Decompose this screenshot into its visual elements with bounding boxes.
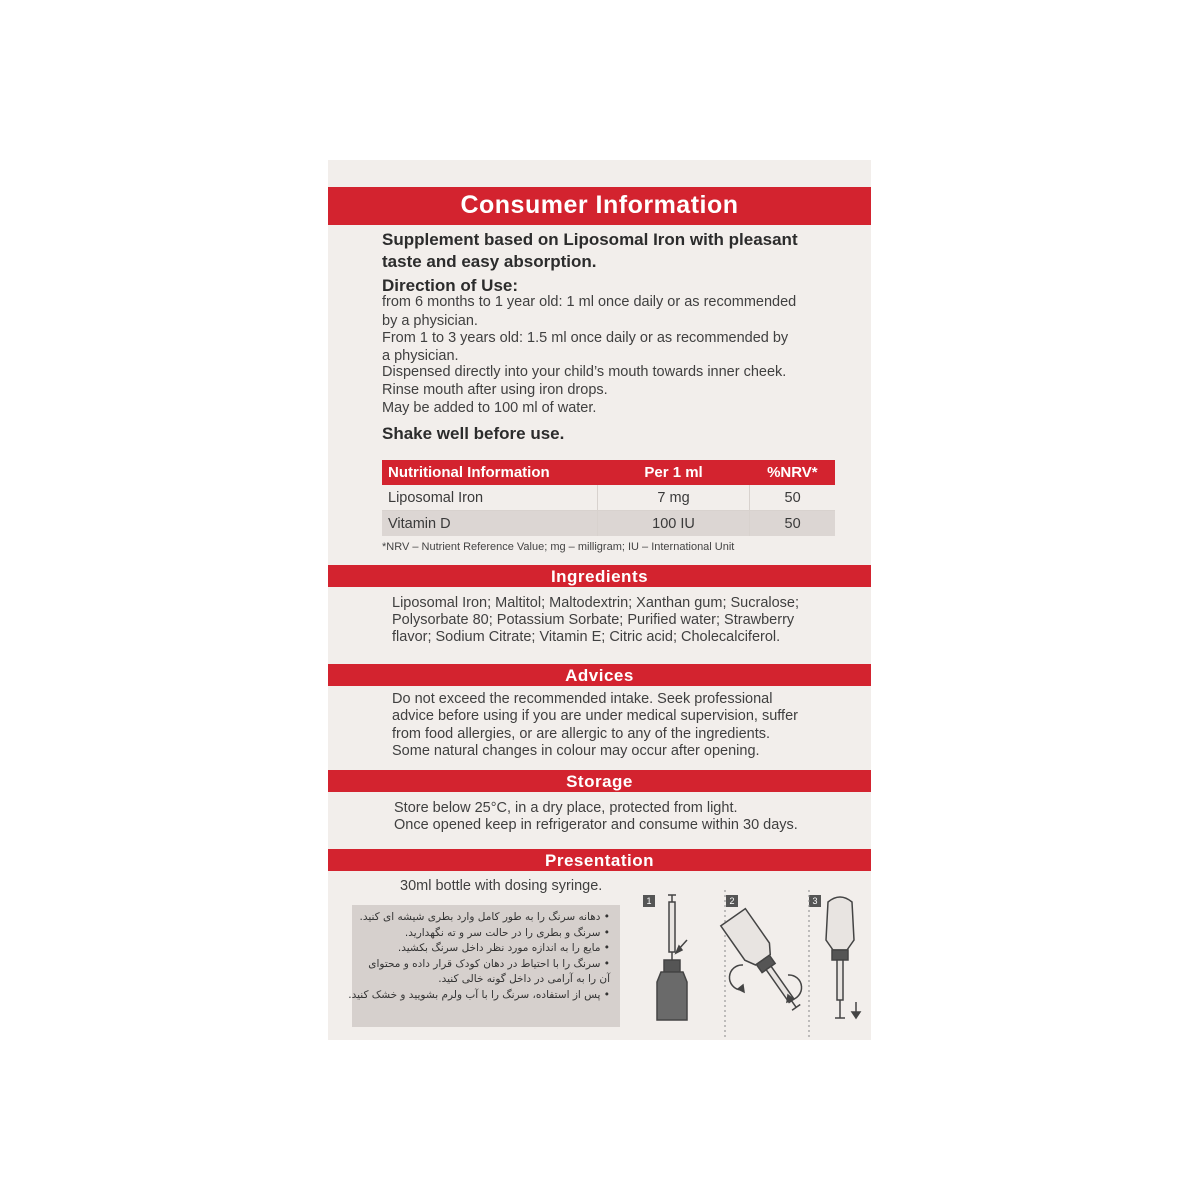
page-title: Consumer Information — [460, 191, 739, 219]
step-3-draw-icon — [826, 897, 860, 1018]
presentation-text: 30ml bottle with dosing syringe. — [400, 878, 603, 894]
persian-line: آن را به آرامی در داخل گونه خالی کنید. — [438, 973, 610, 985]
advices-line: Some natural changes in colour may occur after opening. — [392, 743, 760, 759]
direction-line: from 6 months to 1 year old: 1 ml once daily or as recommended — [382, 294, 797, 310]
nutrition-col-header: %NRV* — [750, 460, 835, 485]
storage-band — [328, 770, 871, 792]
ingredients-title: Ingredients — [550, 567, 649, 586]
direction-line: From 1 to 3 years old: 1.5 ml once daily or as recommended by — [382, 330, 789, 346]
persian-line: • پس از استفاده، سرنگ را با آب ولرم بشویید و خشک کنید. — [348, 988, 610, 1001]
direction-line: a physician. — [382, 348, 459, 364]
storage-line: Once opened keep in refrigerator and consume within 30 days. — [394, 817, 798, 833]
dosing-steps-illustration — [628, 890, 871, 1040]
ingredients-band — [328, 565, 871, 587]
shake-instruction: Shake well before use. — [382, 424, 565, 443]
advices-title: Advices — [565, 666, 634, 685]
nutrition-col-header: Nutritional Information — [382, 460, 597, 485]
nutrient-per-ml: 100 IU — [597, 511, 749, 537]
step-2-invert-icon — [721, 909, 809, 1016]
presentation-title: Presentation — [545, 851, 654, 870]
direction-line: May be added to 100 ml of water. — [382, 400, 597, 416]
nrv-footnote: *NRV – Nutrient Reference Value; mg – milligram; IU – International Unit — [382, 541, 735, 553]
ingredients-line: flavor; Sodium Citrate; Vitamin E; Citric acid; Cholecalciferol. — [392, 629, 781, 645]
table-row — [382, 511, 835, 537]
persian-line: • مایع را به اندازه مورد نظر داخل سرنگ بکشید. — [397, 942, 610, 954]
direction-line: Dispensed directly into your child’s mouth towards inner cheek. — [382, 364, 787, 380]
advices-band — [328, 664, 871, 686]
step-number: 3 — [809, 895, 821, 907]
intro-line-1: Supplement based on Liposomal Iron with pleasant — [382, 230, 798, 249]
persian-line: • دهانه سرنگ را به طور کامل وارد بطری شیشه ای کنید. — [359, 911, 610, 923]
persian-instructions — [348, 905, 620, 1027]
info-card — [328, 160, 871, 1040]
direction-heading: Direction of Use: — [382, 276, 519, 295]
intro-line-2: taste and easy absorption. — [382, 252, 597, 271]
step-1-syringe-icon — [657, 895, 687, 1020]
step-number: 1 — [643, 895, 655, 907]
advices-line: advice before using if you are under medical supervision, suffer — [392, 708, 798, 724]
persian-line: • سرنگ و بطری را در حالت سر و ته نگهدارید. — [404, 926, 610, 939]
direction-line: by a physician. — [382, 313, 478, 329]
nutrient-name: Liposomal Iron — [382, 485, 597, 511]
nutrient-nrv: 50 — [750, 485, 835, 511]
nutrition-table — [382, 460, 835, 536]
table-row — [382, 485, 835, 511]
nutrient-name: Vitamin D — [382, 511, 597, 537]
presentation-band — [328, 849, 871, 871]
ingredients-line: Polysorbate 80; Potassium Sorbate; Purified water; Strawberry — [392, 612, 795, 628]
nutrition-col-header: Per 1 ml — [597, 460, 749, 485]
nutrient-nrv: 50 — [750, 511, 835, 537]
advices-line: Do not exceed the recommended intake. Seek professional — [392, 691, 773, 707]
direction-line: Rinse mouth after using iron drops. — [382, 382, 608, 398]
nutrient-per-ml: 7 mg — [597, 485, 749, 511]
step-number: 2 — [726, 895, 738, 907]
nutrition-header-row — [382, 460, 835, 485]
storage-line: Store below 25°C, in a dry place, protected from light. — [394, 800, 738, 816]
storage-title: Storage — [566, 772, 633, 791]
header-band — [328, 187, 871, 225]
persian-line: • سرنگ را با احتیاط در دهان کودک قرار داده و محتوای — [368, 957, 610, 970]
advices-line: from food allergies, or are allergic to any of the ingredients. — [392, 726, 771, 742]
ingredients-line: Liposomal Iron; Maltitol; Maltodextrin; Xanthan gum; Sucralose; — [392, 595, 800, 611]
